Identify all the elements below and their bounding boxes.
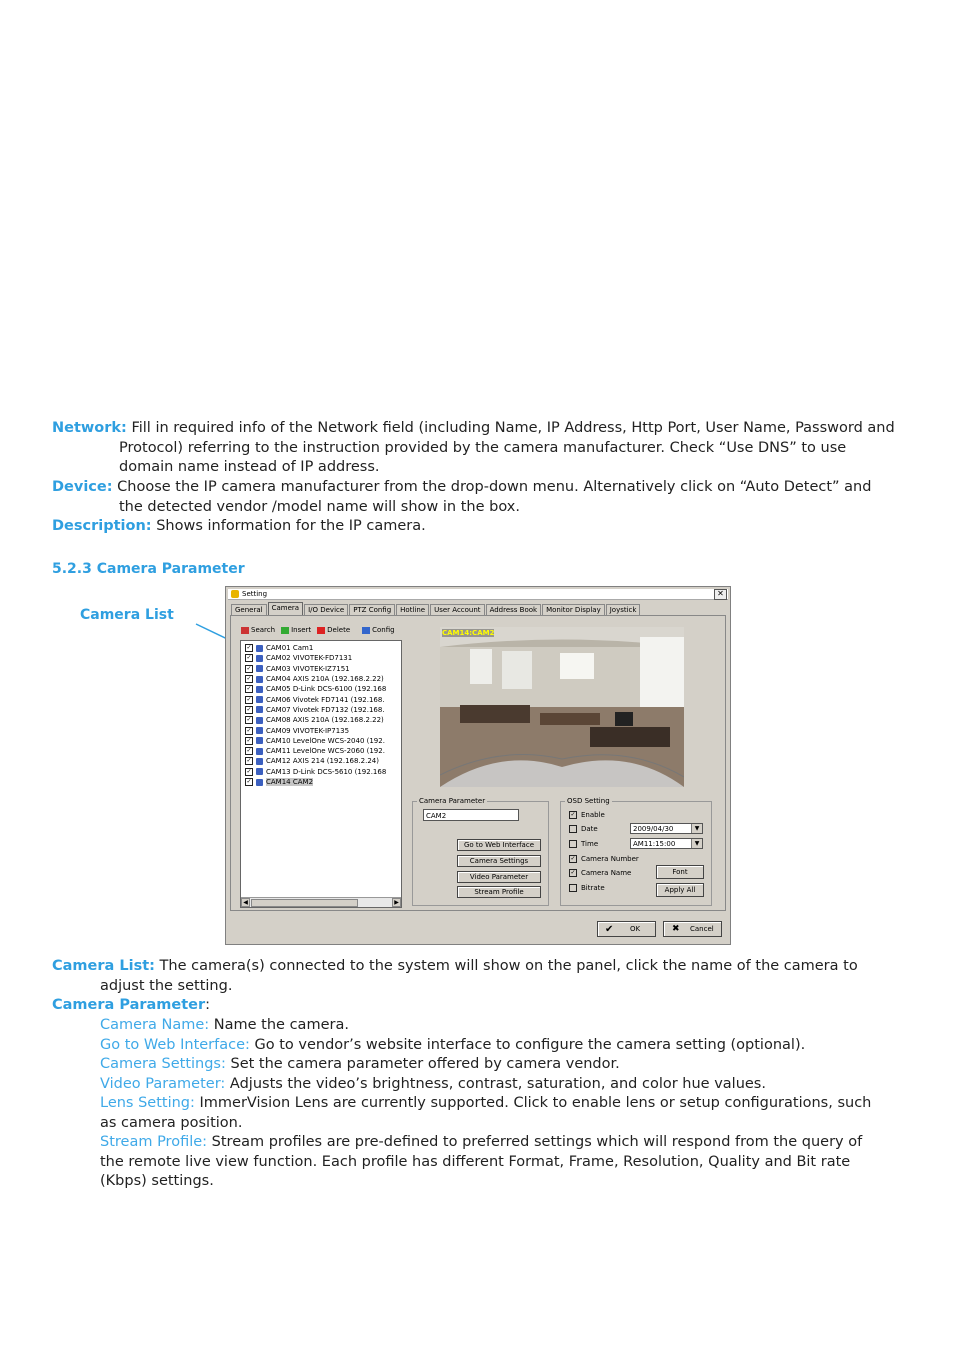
date-value: 2009/04/30 — [633, 825, 674, 833]
camera-list-paragraph — [52, 957, 897, 996]
checkbox[interactable]: ✓ — [570, 855, 576, 862]
video-parameter-button[interactable]: Video Parameter — [457, 871, 541, 883]
date-dropdown[interactable] — [630, 823, 703, 834]
checkbox[interactable]: ✓ — [246, 767, 252, 775]
camera-icon — [256, 768, 263, 775]
param-item: Stream Profile: Stream profiles are pre-defined to preferred settings which will respond from the query of the remote live view function. Each profile has different Format, Frame, Resolution, Quality and Bit rate (Kbps) settings. — [100, 1134, 863, 1189]
delete-button[interactable] — [317, 626, 350, 634]
video-overlay-label: CAM14:CAM2 — [442, 629, 495, 637]
scroll-left-icon[interactable]: ◀ — [241, 898, 250, 907]
tab-bar — [231, 602, 641, 615]
tab-ptz-config[interactable]: PTZ Config — [349, 604, 395, 616]
camera-parameter-label: Camera Parameter — [419, 797, 486, 805]
font-button[interactable]: Font — [656, 865, 704, 879]
network-key: Network: — [52, 420, 127, 436]
checkbox[interactable]: ✓ — [246, 757, 252, 765]
go-to-web-interface-button[interactable]: Go to Web Interface — [457, 839, 541, 851]
tab-camera[interactable]: Camera — [268, 602, 303, 616]
camera-icon — [256, 779, 263, 786]
camera-list-item[interactable]: ✓ CAM10 LevelOne WCS-2040 (192. — [246, 736, 385, 745]
delete-icon — [317, 627, 325, 634]
description-key: Description: — [52, 518, 152, 534]
osd-date-checkbox[interactable] — [569, 825, 598, 833]
camera-icon — [256, 655, 263, 662]
cancel-button[interactable] — [663, 921, 722, 937]
search-label: Search — [251, 626, 276, 634]
camera-icon — [256, 676, 263, 683]
camera-icon — [256, 727, 263, 734]
chevron-down-icon[interactable]: ▼ — [691, 824, 702, 833]
camera-list-item[interactable]: ✓ CAM01 Cam1 — [246, 644, 314, 653]
camera-icon — [256, 696, 263, 703]
param-item: Lens Setting: ImmerVision Lens are currently supported. Click to enable lens or setup configurations, such as camera position. — [100, 1095, 872, 1131]
checkbox[interactable]: ✓ — [570, 811, 576, 818]
camera-icon — [256, 645, 263, 652]
camera-list-item[interactable]: ✓ CAM13 D-Link DCS-5610 (192.168 — [246, 767, 387, 776]
ok-label: OK — [630, 925, 641, 933]
config-label: Config — [372, 626, 395, 634]
checkbox[interactable]: ✓ — [246, 726, 252, 734]
description-text: Shows information for the IP camera. — [151, 518, 426, 534]
cancel-icon: ✖ — [672, 924, 680, 934]
camera-settings-button[interactable]: Camera Settings — [457, 855, 541, 867]
time-value: AM11:15:00 — [633, 840, 676, 848]
camera-list[interactable] — [240, 640, 402, 908]
checkbox[interactable]: ✓ — [570, 869, 576, 876]
tab-address-book[interactable]: Address Book — [486, 604, 542, 616]
osd-enable-checkbox[interactable] — [569, 811, 605, 819]
apply-all-button[interactable]: Apply All — [656, 883, 704, 897]
camera-icon — [256, 686, 263, 693]
insert-label: Insert — [291, 626, 312, 634]
checkbox[interactable]: ✓ — [246, 695, 252, 703]
checkbox[interactable]: ✓ — [246, 705, 252, 713]
video-preview — [440, 627, 684, 787]
config-icon — [362, 627, 370, 634]
camera-name-input[interactable]: CAM2 — [423, 809, 519, 821]
camera-toolbar — [241, 626, 395, 634]
tab-monitor-display[interactable]: Monitor Display — [542, 604, 605, 616]
checkbox[interactable] — [569, 825, 577, 833]
param-item: Video Parameter: Adjusts the video’s brightness, contrast, saturation, and color hue values. — [100, 1075, 766, 1092]
cancel-label: Cancel — [690, 925, 714, 933]
checkbox[interactable]: ✓ — [246, 685, 252, 693]
tab-general[interactable]: General — [231, 604, 267, 616]
chevron-down-icon[interactable]: ▼ — [691, 839, 702, 848]
tab-joystick[interactable]: Joystick — [606, 604, 641, 616]
dialog-title: Setting — [242, 590, 268, 598]
close-button[interactable]: ✕ — [714, 589, 727, 600]
camera-parameter-heading — [52, 996, 210, 1016]
osd-camera-number-checkbox[interactable] — [569, 855, 639, 863]
camera-list-item[interactable]: ✓ CAM03 VIVOTEK-IZ7151 — [246, 664, 350, 673]
horizontal-scrollbar[interactable] — [241, 897, 401, 907]
camera-icon — [256, 758, 263, 765]
description-paragraph — [52, 517, 897, 537]
scroll-thumb[interactable] — [251, 899, 358, 907]
osd-time-checkbox[interactable] — [569, 840, 598, 848]
app-icon — [231, 590, 239, 598]
checkbox[interactable] — [569, 884, 577, 892]
search-icon — [241, 627, 249, 634]
checkbox[interactable]: ✓ — [246, 747, 252, 755]
device-text: Choose the IP camera manufacturer from the drop-down menu. Alternatively click on “Auto Detect” and the detected vendor /model name will show in the box. — [112, 479, 872, 515]
camera-list-item[interactable]: ✓ CAM05 D-Link DCS-6100 (192.168 — [246, 685, 387, 694]
time-dropdown[interactable] — [630, 838, 703, 849]
scroll-right-icon[interactable]: ▶ — [392, 898, 401, 907]
tab-user-account[interactable]: User Account — [430, 604, 484, 616]
osd-date-label: Date — [581, 825, 598, 833]
config-button[interactable] — [362, 626, 394, 634]
param-item: Camera Settings: Set the camera parameter offered by camera vendor. — [100, 1056, 620, 1072]
camera-list-text: The camera(s) connected to the system will show on the panel, click the name of the camera to adjust the setting. — [100, 958, 858, 994]
param-list — [100, 1016, 890, 1192]
camera-icon — [256, 737, 263, 744]
camera-icon — [256, 706, 263, 713]
search-button[interactable] — [241, 626, 275, 634]
insert-icon — [281, 627, 289, 634]
osd-bitrate-checkbox[interactable] — [569, 884, 605, 892]
office-image — [440, 627, 684, 787]
tab-io-device[interactable]: I/O Device — [304, 604, 348, 616]
osd-setting-label: OSD Setting — [567, 797, 610, 805]
network-text: Fill in required info of the Network field (including Name, IP Address, Http Port, User Name, Password and Protocol) referring to the instruction provided by the camera manufacturer. Check “Use DNS” to use domain name instead of IP address. — [119, 420, 895, 475]
camera-list-item[interactable]: ✓ CAM06 Vivotek FD7141 (192.168. — [246, 695, 385, 704]
camera-list-callout: Camera List — [80, 607, 174, 623]
camera-icon — [256, 748, 263, 755]
osd-camera-number-label: Camera Number — [581, 855, 639, 863]
device-key: Device: — [52, 479, 113, 495]
ok-button[interactable] — [597, 921, 656, 937]
osd-camera-name-checkbox[interactable] — [569, 869, 631, 877]
checkbox[interactable]: ✓ — [246, 778, 252, 785]
device-paragraph — [52, 478, 897, 517]
stream-profile-button[interactable]: Stream Profile — [457, 886, 541, 898]
osd-time-label: Time — [581, 840, 599, 848]
param-item: Camera Name: Name the camera. — [100, 1017, 349, 1033]
checkbox[interactable] — [569, 840, 577, 848]
insert-button[interactable] — [281, 626, 311, 634]
camera-parameter-key: Camera Parameter — [52, 997, 206, 1013]
network-paragraph — [52, 419, 897, 478]
camera-list-item[interactable]: ✓ CAM08 AXIS 210A (192.168.2.22) — [246, 716, 384, 725]
checkbox[interactable]: ✓ — [246, 664, 252, 672]
checkbox[interactable]: ✓ — [246, 736, 252, 744]
param-item: Go to Web Interface: Go to vendor’s website interface to configure the camera setting (optional). — [100, 1036, 806, 1053]
delete-label: Delete — [327, 626, 351, 634]
checkbox[interactable]: ✓ — [246, 716, 252, 724]
camera-parameter-colon: : — [205, 997, 211, 1013]
camera-list-item[interactable]: ✓ CAM09 VIVOTEK-IP7135 — [246, 726, 350, 735]
camera-icon — [256, 717, 263, 724]
checkbox[interactable]: ✓ — [246, 644, 252, 652]
section-heading: 5.2.3 Camera Parameter — [52, 561, 245, 577]
camera-icon — [256, 665, 263, 672]
osd-camera-name-label: Camera Name — [581, 869, 632, 877]
camera-list-item[interactable]: ✓ CAM07 Vivotek FD7132 (192.168. — [246, 705, 385, 714]
checkbox[interactable]: ✓ — [246, 675, 252, 683]
tab-hotline[interactable]: Hotline — [396, 604, 429, 616]
camera-list-key: Camera List: — [52, 958, 155, 974]
camera-list-item[interactable]: ✓ CAM12 AXIS 214 (192.168.2.24) — [246, 757, 379, 766]
camera-list-item-selected[interactable]: ✓ CAM14 CAM2 — [246, 778, 314, 786]
setting-dialog — [225, 586, 731, 945]
camera-list-item[interactable]: ✓ CAM11 LevelOne WCS-2060 (192. — [246, 747, 385, 756]
camera-list-item[interactable]: ✓ CAM02 VIVOTEK-FD7131 — [246, 654, 353, 663]
camera-list-item[interactable]: ✓ CAM04 AXIS 210A (192.168.2.22) — [246, 675, 384, 684]
osd-bitrate-label: Bitrate — [581, 884, 605, 892]
checkbox[interactable]: ✓ — [246, 654, 252, 662]
check-icon: ✔ — [605, 924, 614, 935]
dialog-titlebar — [228, 589, 728, 600]
osd-enable-label: Enable — [581, 811, 605, 819]
